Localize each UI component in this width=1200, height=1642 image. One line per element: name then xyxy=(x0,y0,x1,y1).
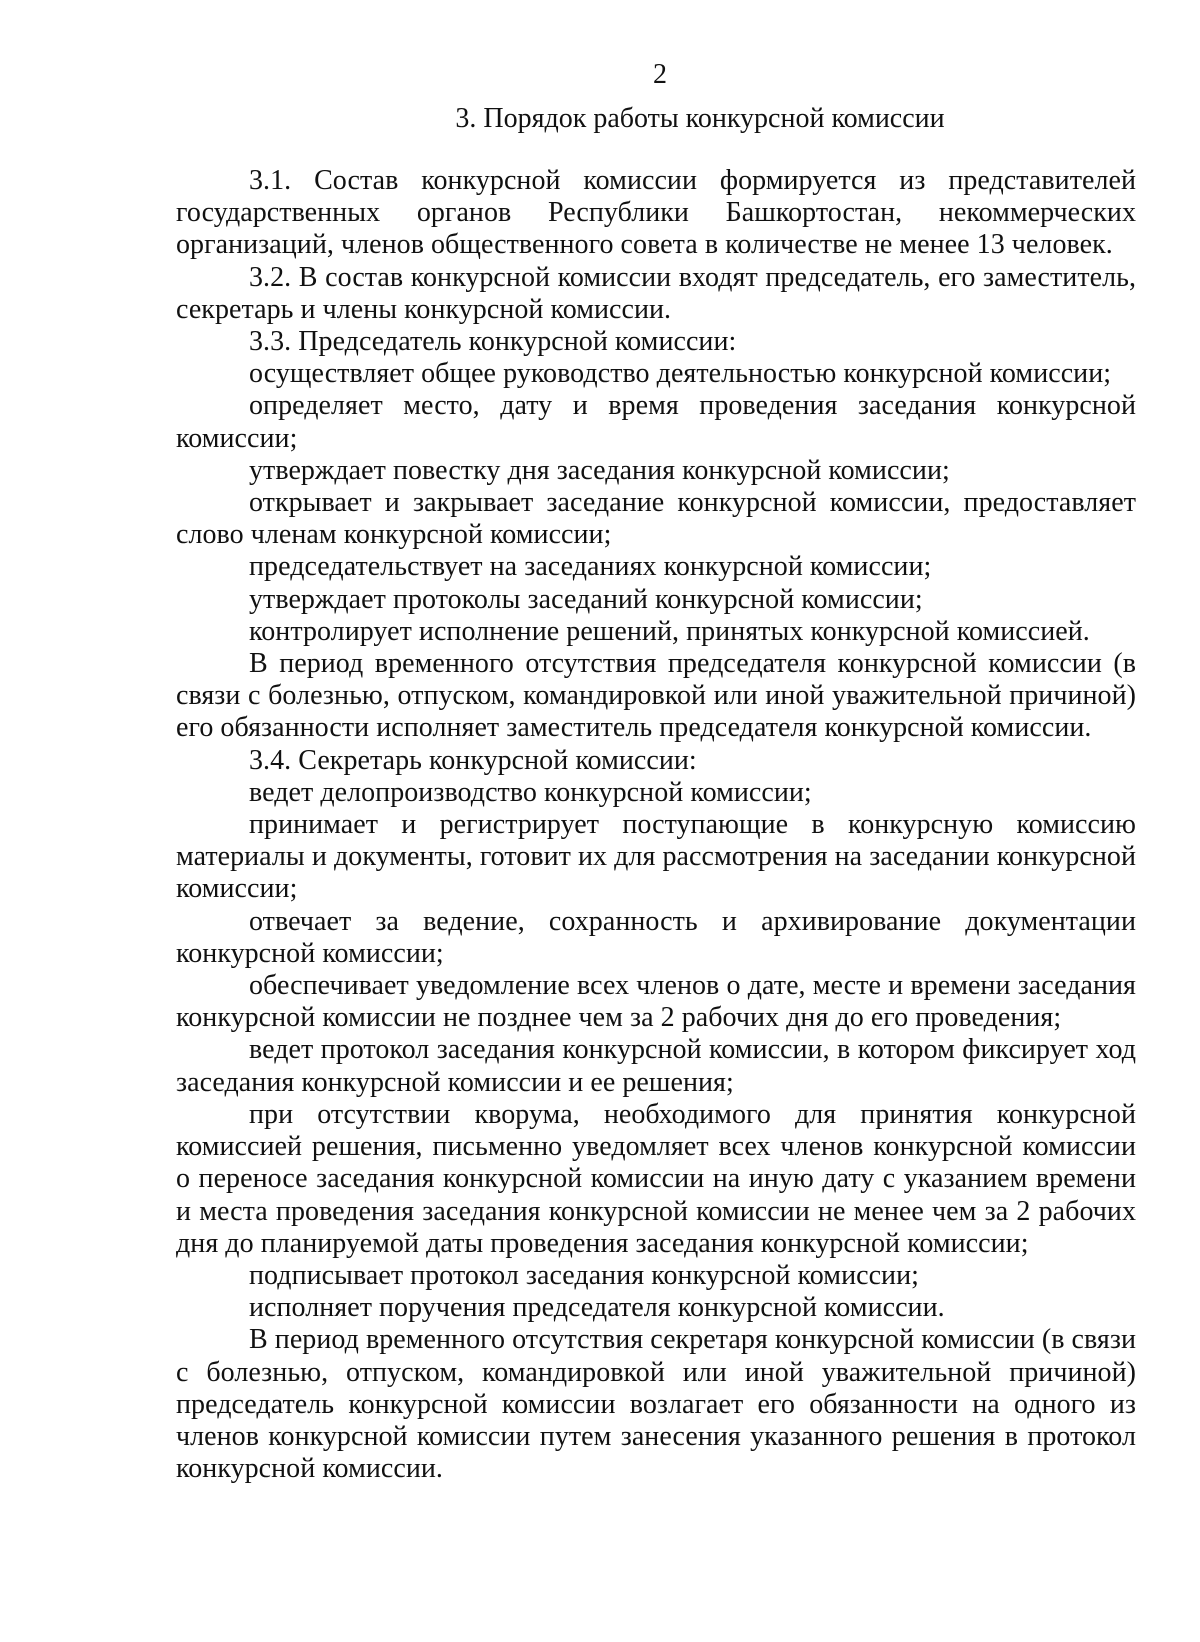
chairman-duty-item: контролирует исполнение решений, принятых конкурсной комиссией. xyxy=(249,615,1090,647)
secretary-duty-item: ведет делопроизводство конкурсной комиссии; xyxy=(249,776,812,808)
secretary-duty-item: обеспечивает уведомление всех членов о дате, месте и времени заседания конкурсной комиссии не позднее чем за 2 рабочих дня до его проведения; xyxy=(176,970,1136,1034)
chairman-duty-item: утверждает протоколы заседаний конкурсной комиссии; xyxy=(249,583,923,615)
page-number: 2 xyxy=(653,59,667,90)
chairman-duty-item: осуществляет общее руководство деятельностью конкурсной комиссии; xyxy=(249,358,1112,390)
paragraph-3-4-heading: 3.4. Секретарь конкурсной комиссии: xyxy=(249,744,697,776)
secretary-duty-item: исполняет поручения председателя конкурсной комиссии. xyxy=(249,1292,945,1324)
secretary-duty-item: принимает и регистрирует поступающие в конкурсную комиссию материалы и документы, готовит их для рассмотрения на заседании конкурсной комиссии; xyxy=(176,809,1136,905)
secretary-duty-item: подписывает протокол заседания конкурсной комиссии; xyxy=(249,1259,919,1291)
chairman-duty-item: председательствует на заседаниях конкурсной комиссии; xyxy=(249,551,932,583)
paragraph-3-3-heading: 3.3. Председатель конкурсной комиссии: xyxy=(249,326,737,358)
secretary-duty-item: ведет протокол заседания конкурсной комиссии, в котором фиксирует ход заседания конкурсной комиссии и ее решения; xyxy=(176,1034,1136,1098)
chairman-duty-item: определяет место, дату и время проведения заседания конкурсной комиссии; xyxy=(176,390,1136,454)
document-body xyxy=(176,165,1136,1485)
secretary-duty-item: отвечает за ведение, сохранность и архивирование документации конкурсной комиссии; xyxy=(176,905,1136,969)
paragraph-3-1: 3.1. Состав конкурсной комиссии формируется из представителей государственных органов Республики Башкортостан, некоммерческих организаций, членов общественного совета в количестве не менее 13 человек. xyxy=(176,165,1136,261)
paragraph-3-2: 3.2. В состав конкурсной комиссии входят председатель, его заместитель, секретарь и члены конкурсной комиссии. xyxy=(176,261,1136,325)
chairman-duty-item: утверждает повестку дня заседания конкурсной комиссии; xyxy=(249,454,950,486)
secretary-absence-paragraph: В период временного отсутствия секретаря конкурсной комиссии (в связи с болезнью, отпуском, командировкой или иной уважительной причиной) председатель конкурсной комиссии возлагает его обязанности на одного из членов конкурсной комиссии путем занесения указанного решения в протокол конкурсной комиссии. xyxy=(176,1324,1136,1485)
section-title: 3. Порядок работы конкурсной комиссии xyxy=(455,103,945,134)
chairman-absence-paragraph: В период временного отсутствия председателя конкурсной комиссии (в связи с болезнью, отпуском, командировкой или иной уважительной причиной) его обязанности исполняет заместитель председателя конкурсной комиссии. xyxy=(176,648,1136,744)
secretary-duty-item: при отсутствии кворума, необходимого для принятия конкурсной комиссией решения, письменно уведомляет всех членов конкурсной комиссии о переносе заседания конкурсной комиссии на иную дату с указанием времени и места проведения заседания конкурсной комиссии не менее чем за 2 рабочих дня до планируемой даты проведения заседания конкурсной комиссии; xyxy=(176,1098,1136,1259)
chairman-duty-item: открывает и закрывает заседание конкурсной комиссии, предоставляет слово членам конкурсной комиссии; xyxy=(176,487,1136,551)
